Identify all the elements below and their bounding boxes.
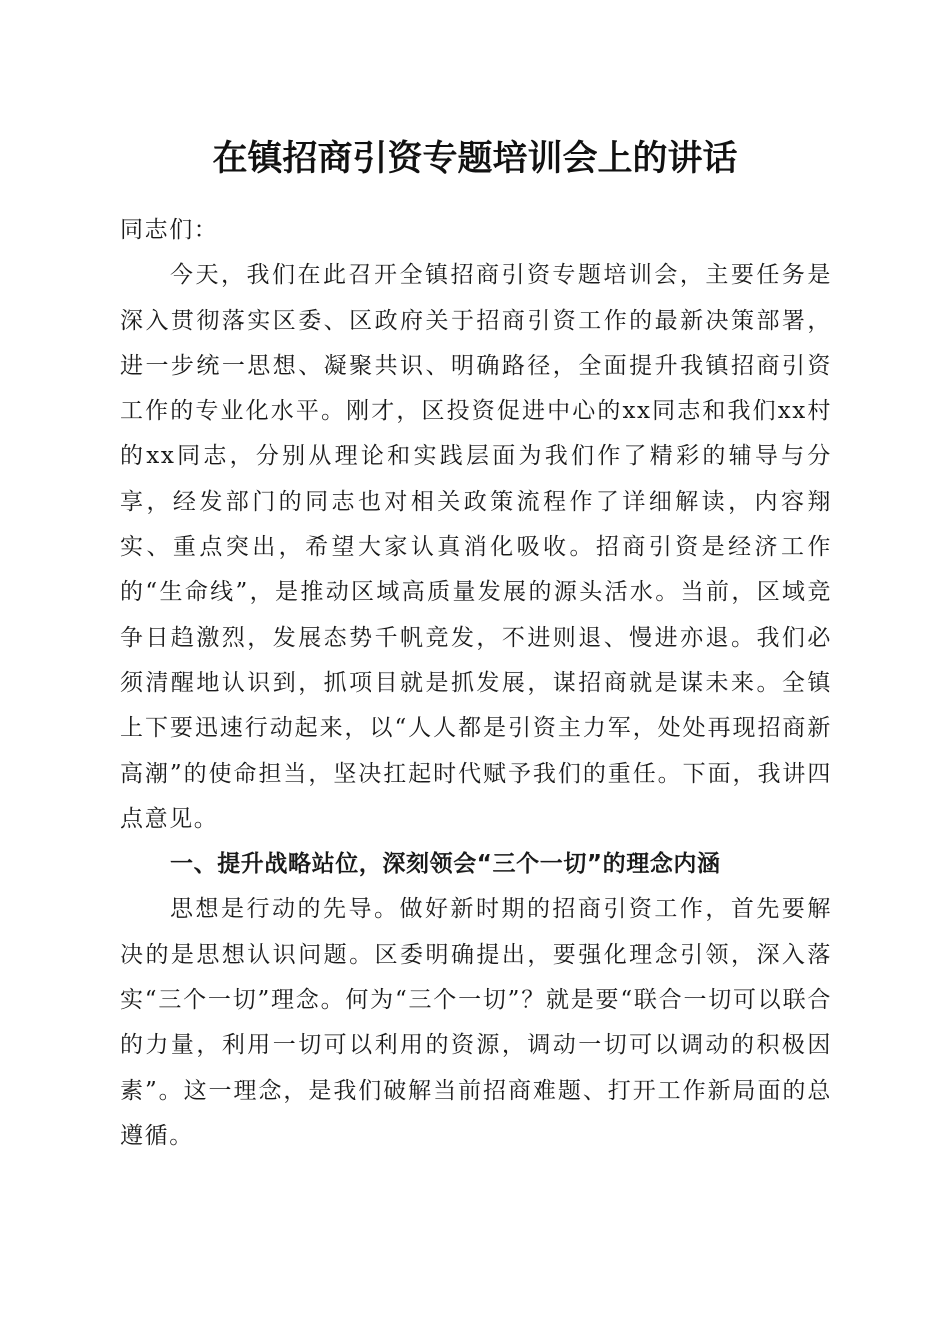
section-paragraph: 思想是行动的先导。做好新时期的招商引资工作，首先要解决的是思想认识问题。区委明确提出，要强化理念引领，深入落实“三个一切”理念。何为“三个一切”？就是要“联合一切可以联合的力量，利用一切可以利用的资源，调动一切可以调动的积极因素”。这一理念，是我们破解当前招商难题、打开工作新局面的总遵循。 — [120, 896, 832, 1149]
document-title: 在镇招商引资专题培训会上的讲话 — [212, 138, 738, 179]
opening-paragraph: 今天，我们在此召开全镇招商引资专题培训会，主要任务是深入贯彻落实区委、区政府关于招商引资工作的最新决策部署，进一步统一思想、凝聚共识、明确路径，全面提升我镇招商引资工作的专业化水平。刚才，区投资促进中心的xx同志和我们xx村的xx同志，分别从理论和实践层面为我们作了精彩的辅导与分享，经发部门的同志也对相关政策流程作了详细解读，内容翔实、重点突出，希望大家认真消化吸收。招商引资是经济工作的“生命线”，是推动区域高质量发展的源头活水。当前，区域竞争日趋激烈，发展态势千帆竞发，不进则退、慢进亦退。我们必须清醒地认识到，抓项目就是抓发展，谋招商就是谋未来。全镇上下要迅速行动起来，以“人人都是引资主力军，处处再现招商新高潮”的使命担当，坚决扛起时代赋予我们的重任。下面，我讲四点意见。 — [120, 262, 832, 832]
section-heading: 一、提升战略站位，深刻领会“三个一切”的理念内涵 — [170, 851, 721, 878]
salutation: 同志们： — [120, 217, 219, 243]
document-body — [120, 208, 832, 1159]
